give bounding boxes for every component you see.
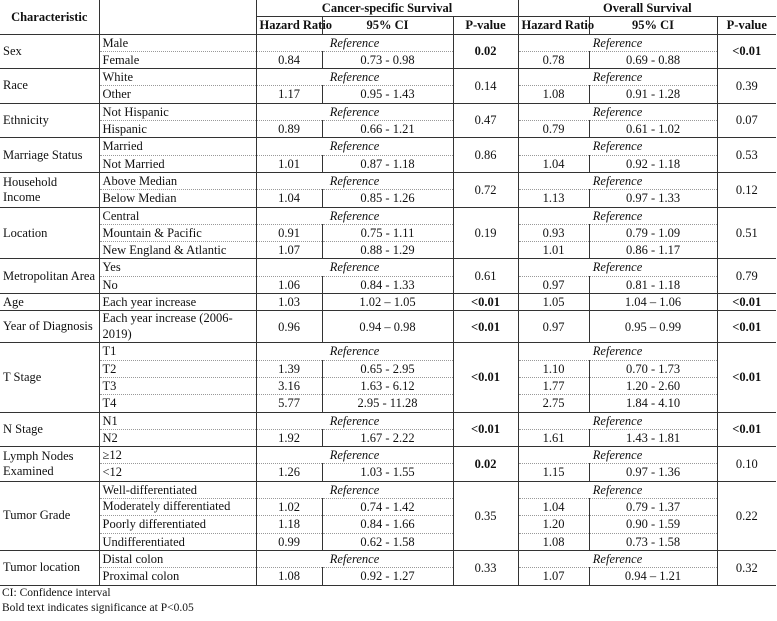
table-row: [0, 568, 776, 585]
css-reference: Reference: [256, 69, 453, 86]
group-label: Race: [0, 69, 99, 104]
css-reference: Reference: [256, 343, 453, 360]
os-hazard-ratio: 1.04: [518, 155, 589, 172]
css-hazard-ratio: 1.03: [256, 294, 322, 311]
os-hazard-ratio: 1.01: [518, 242, 589, 259]
table-row: [0, 516, 776, 533]
os-hazard-ratio: 1.15: [518, 464, 589, 481]
os-hazard-ratio: 0.97: [518, 311, 589, 343]
level-label: Below Median: [99, 190, 256, 207]
os-hazard-ratio: 0.78: [518, 51, 589, 68]
table-row: [0, 447, 776, 464]
table-row: [0, 190, 776, 207]
group-label: Household Income: [0, 172, 99, 207]
level-label: Well-differentiated: [99, 481, 256, 498]
css-reference: Reference: [256, 550, 453, 567]
level-label: Not Married: [99, 155, 256, 172]
os-hazard-ratio: 1.10: [518, 360, 589, 377]
css-hazard-ratio: 1.01: [256, 155, 322, 172]
os-hazard-ratio: 0.93: [518, 224, 589, 241]
css-hazard-ratio: 1.17: [256, 86, 322, 103]
css-p-value: <0.01: [453, 343, 518, 412]
css-ci: 0.84 - 1.66: [322, 516, 453, 533]
level-label: <12: [99, 464, 256, 481]
css-p-value: <0.01: [453, 412, 518, 447]
css-hazard-ratio: 1.39: [256, 360, 322, 377]
css-p-value: 0.72: [453, 172, 518, 207]
css-reference: Reference: [256, 172, 453, 189]
os-ci: 0.95 – 0.99: [589, 311, 717, 343]
os-reference: Reference: [518, 138, 717, 155]
css-hazard-ratio: 1.02: [256, 499, 322, 516]
os-ci: 0.61 - 1.02: [589, 121, 717, 138]
header-characteristic: Characteristic: [0, 0, 99, 34]
group-label: N Stage: [0, 412, 99, 447]
css-reference: Reference: [256, 447, 453, 464]
level-label: ≥12: [99, 447, 256, 464]
os-hazard-ratio: 1.05: [518, 294, 589, 311]
group-label: Year of Diagnosis: [0, 311, 99, 343]
css-hazard-ratio: 1.04: [256, 190, 322, 207]
css-p-value: 0.61: [453, 259, 518, 294]
level-label: T4: [99, 395, 256, 412]
table-row: [0, 69, 776, 86]
level-label: Above Median: [99, 172, 256, 189]
css-p-value: 0.02: [453, 34, 518, 69]
os-p-value: <0.01: [717, 343, 776, 412]
os-hazard-ratio: 2.75: [518, 395, 589, 412]
table-row: [0, 360, 776, 377]
css-p-value: 0.35: [453, 481, 518, 550]
level-label: Mountain & Pacific: [99, 224, 256, 241]
header-css-hr: Hazard Ratio: [256, 17, 322, 34]
css-p-value: <0.01: [453, 311, 518, 343]
level-label: White: [99, 69, 256, 86]
os-ci: 0.92 - 1.18: [589, 155, 717, 172]
os-p-value: 0.12: [717, 172, 776, 207]
table-row: [0, 499, 776, 516]
level-label: Male: [99, 34, 256, 51]
table-row: [0, 550, 776, 567]
level-label: Yes: [99, 259, 256, 276]
header-css-p: P-value: [453, 17, 518, 34]
css-p-value: 0.02: [453, 447, 518, 482]
css-reference: Reference: [256, 412, 453, 429]
group-label: Age: [0, 294, 99, 311]
os-reference: Reference: [518, 172, 717, 189]
group-label: Metropolitan Area: [0, 259, 99, 294]
footnote-ci: CI: Confidence interval: [2, 586, 111, 599]
css-ci: 1.03 - 1.55: [322, 464, 453, 481]
os-ci: 1.20 - 2.60: [589, 377, 717, 394]
css-ci: 0.92 - 1.27: [322, 568, 453, 585]
css-ci: 0.87 - 1.18: [322, 155, 453, 172]
level-label: T2: [99, 360, 256, 377]
level-label: Poorly differentiated: [99, 516, 256, 533]
os-hazard-ratio: 1.77: [518, 377, 589, 394]
table-row: [0, 412, 776, 429]
css-ci: 1.63 - 6.12: [322, 377, 453, 394]
table-row: [0, 86, 776, 103]
os-hazard-ratio: 0.97: [518, 276, 589, 293]
table-row: [0, 276, 776, 293]
os-ci: 0.86 - 1.17: [589, 242, 717, 259]
level-label: Hispanic: [99, 121, 256, 138]
os-p-value: <0.01: [717, 294, 776, 311]
css-hazard-ratio: 0.99: [256, 533, 322, 550]
os-p-value: 0.53: [717, 138, 776, 173]
css-ci: 0.65 - 2.95: [322, 360, 453, 377]
group-label: Tumor Grade: [0, 481, 99, 550]
level-label: Proximal colon: [99, 568, 256, 585]
os-ci: 0.91 - 1.28: [589, 86, 717, 103]
css-ci: 0.73 - 0.98: [322, 51, 453, 68]
table-row: [0, 121, 776, 138]
table-row: [0, 103, 776, 120]
table-row: [0, 155, 776, 172]
os-hazard-ratio: 1.04: [518, 499, 589, 516]
os-ci: 1.04 – 1.06: [589, 294, 717, 311]
level-label: Other: [99, 86, 256, 103]
os-ci: 0.73 - 1.58: [589, 533, 717, 550]
table-row: [0, 395, 776, 412]
group-label: Ethnicity: [0, 103, 99, 138]
os-p-value: 0.07: [717, 103, 776, 138]
css-ci: 2.95 - 11.28: [322, 395, 453, 412]
table-row: [0, 259, 776, 276]
os-hazard-ratio: 1.13: [518, 190, 589, 207]
level-label: N2: [99, 429, 256, 446]
level-label: No: [99, 276, 256, 293]
css-hazard-ratio: 1.26: [256, 464, 322, 481]
os-ci: 0.97 - 1.33: [589, 190, 717, 207]
level-label: Each year increase (2006-2019): [99, 311, 256, 343]
os-reference: Reference: [518, 447, 717, 464]
os-reference: Reference: [518, 412, 717, 429]
header-os-hr: Hazard Ratio: [518, 17, 589, 34]
os-p-value: 0.32: [717, 550, 776, 584]
css-ci: 0.75 - 1.11: [322, 224, 453, 241]
group-label: Sex: [0, 34, 99, 69]
os-hazard-ratio: 1.07: [518, 568, 589, 585]
level-label: T1: [99, 343, 256, 360]
css-ci: 0.95 - 1.43: [322, 86, 453, 103]
css-hazard-ratio: 1.07: [256, 242, 322, 259]
os-hazard-ratio: 1.08: [518, 533, 589, 550]
css-hazard-ratio: 1.08: [256, 568, 322, 585]
header-os-p: P-value: [717, 17, 776, 34]
os-ci: 1.84 - 4.10: [589, 395, 717, 412]
css-hazard-ratio: 3.16: [256, 377, 322, 394]
css-ci: 0.62 - 1.58: [322, 533, 453, 550]
css-p-value: 0.86: [453, 138, 518, 173]
os-ci: 0.79 - 1.09: [589, 224, 717, 241]
css-hazard-ratio: 1.06: [256, 276, 322, 293]
css-ci: 0.74 - 1.42: [322, 499, 453, 516]
group-label: Tumor location: [0, 550, 99, 584]
footnote-bold: Bold text indicates significance at P<0.05: [2, 601, 194, 614]
css-reference: Reference: [256, 259, 453, 276]
table-row: [0, 464, 776, 481]
os-hazard-ratio: 1.08: [518, 86, 589, 103]
css-ci: 0.94 – 0.98: [322, 311, 453, 343]
os-p-value: 0.51: [717, 207, 776, 259]
os-p-value: 0.10: [717, 447, 776, 482]
os-ci: 0.97 - 1.36: [589, 464, 717, 481]
os-p-value: 0.79: [717, 259, 776, 294]
os-ci: 0.81 - 1.18: [589, 276, 717, 293]
table-body: [0, 34, 776, 584]
os-reference: Reference: [518, 69, 717, 86]
css-ci: 0.85 - 1.26: [322, 190, 453, 207]
table-row: [0, 533, 776, 550]
level-label: Central: [99, 207, 256, 224]
table-row: [0, 242, 776, 259]
table-row: [0, 311, 776, 343]
os-ci: 0.90 - 1.59: [589, 516, 717, 533]
os-reference: Reference: [518, 550, 717, 567]
css-ci: 0.84 - 1.33: [322, 276, 453, 293]
level-label: Moderately differentiated: [99, 499, 256, 516]
group-label: Marriage Status: [0, 138, 99, 173]
table-row: [0, 343, 776, 360]
os-reference: Reference: [518, 103, 717, 120]
css-hazard-ratio: 1.92: [256, 429, 322, 446]
level-label: Female: [99, 51, 256, 68]
level-label: New England & Atlantic: [99, 242, 256, 259]
os-hazard-ratio: 1.20: [518, 516, 589, 533]
table-row: [0, 224, 776, 241]
header-css-ci: 95% CI: [322, 17, 453, 34]
css-ci: 1.02 – 1.05: [322, 294, 453, 311]
level-label: N1: [99, 412, 256, 429]
table-row: [0, 207, 776, 224]
css-reference: Reference: [256, 207, 453, 224]
header-os-ci: 95% CI: [589, 17, 717, 34]
table-row: [0, 172, 776, 189]
css-hazard-ratio: 0.84: [256, 51, 322, 68]
css-hazard-ratio: 0.96: [256, 311, 322, 343]
os-reference: Reference: [518, 34, 717, 51]
level-label: Not Hispanic: [99, 103, 256, 120]
css-p-value: 0.19: [453, 207, 518, 259]
level-label: Distal colon: [99, 550, 256, 567]
table-row: [0, 51, 776, 68]
table-row: [0, 481, 776, 498]
table-row: [0, 294, 776, 311]
css-reference: Reference: [256, 34, 453, 51]
table-row: [0, 377, 776, 394]
os-p-value: <0.01: [717, 311, 776, 343]
css-reference: Reference: [256, 103, 453, 120]
table-row: [0, 34, 776, 51]
os-hazard-ratio: 0.79: [518, 121, 589, 138]
table-row: [0, 138, 776, 155]
css-ci: 0.88 - 1.29: [322, 242, 453, 259]
os-p-value: <0.01: [717, 412, 776, 447]
level-label: Married: [99, 138, 256, 155]
table-row: [0, 429, 776, 446]
level-label: Each year increase: [99, 294, 256, 311]
css-p-value: 0.33: [453, 550, 518, 584]
css-hazard-ratio: 0.89: [256, 121, 322, 138]
css-p-value: 0.47: [453, 103, 518, 138]
os-p-value: <0.01: [717, 34, 776, 69]
css-p-value: <0.01: [453, 294, 518, 311]
group-label: Location: [0, 207, 99, 259]
css-ci: 1.67 - 2.22: [322, 429, 453, 446]
os-p-value: 0.22: [717, 481, 776, 550]
header-cancer-specific-survival: Cancer-specific Survival: [256, 0, 518, 17]
os-reference: Reference: [518, 207, 717, 224]
os-reference: Reference: [518, 343, 717, 360]
os-ci: 0.69 - 0.88: [589, 51, 717, 68]
os-p-value: 0.39: [717, 69, 776, 104]
os-ci: 1.43 - 1.81: [589, 429, 717, 446]
css-hazard-ratio: 1.18: [256, 516, 322, 533]
group-label: T Stage: [0, 343, 99, 412]
css-ci: 0.66 - 1.21: [322, 121, 453, 138]
header-overall-survival: Overall Survival: [518, 0, 776, 17]
os-ci: 0.79 - 1.37: [589, 499, 717, 516]
footnotes: [0, 585, 776, 616]
os-ci: 0.70 - 1.73: [589, 360, 717, 377]
os-reference: Reference: [518, 481, 717, 498]
css-hazard-ratio: 5.77: [256, 395, 322, 412]
css-reference: Reference: [256, 138, 453, 155]
os-ci: 0.94 – 1.21: [589, 568, 717, 585]
css-reference: Reference: [256, 481, 453, 498]
level-label: Undifferentiated: [99, 533, 256, 550]
css-hazard-ratio: 0.91: [256, 224, 322, 241]
os-reference: Reference: [518, 259, 717, 276]
os-hazard-ratio: 1.61: [518, 429, 589, 446]
css-p-value: 0.14: [453, 69, 518, 104]
level-label: T3: [99, 377, 256, 394]
group-label: Lymph Nodes Examined: [0, 447, 99, 482]
